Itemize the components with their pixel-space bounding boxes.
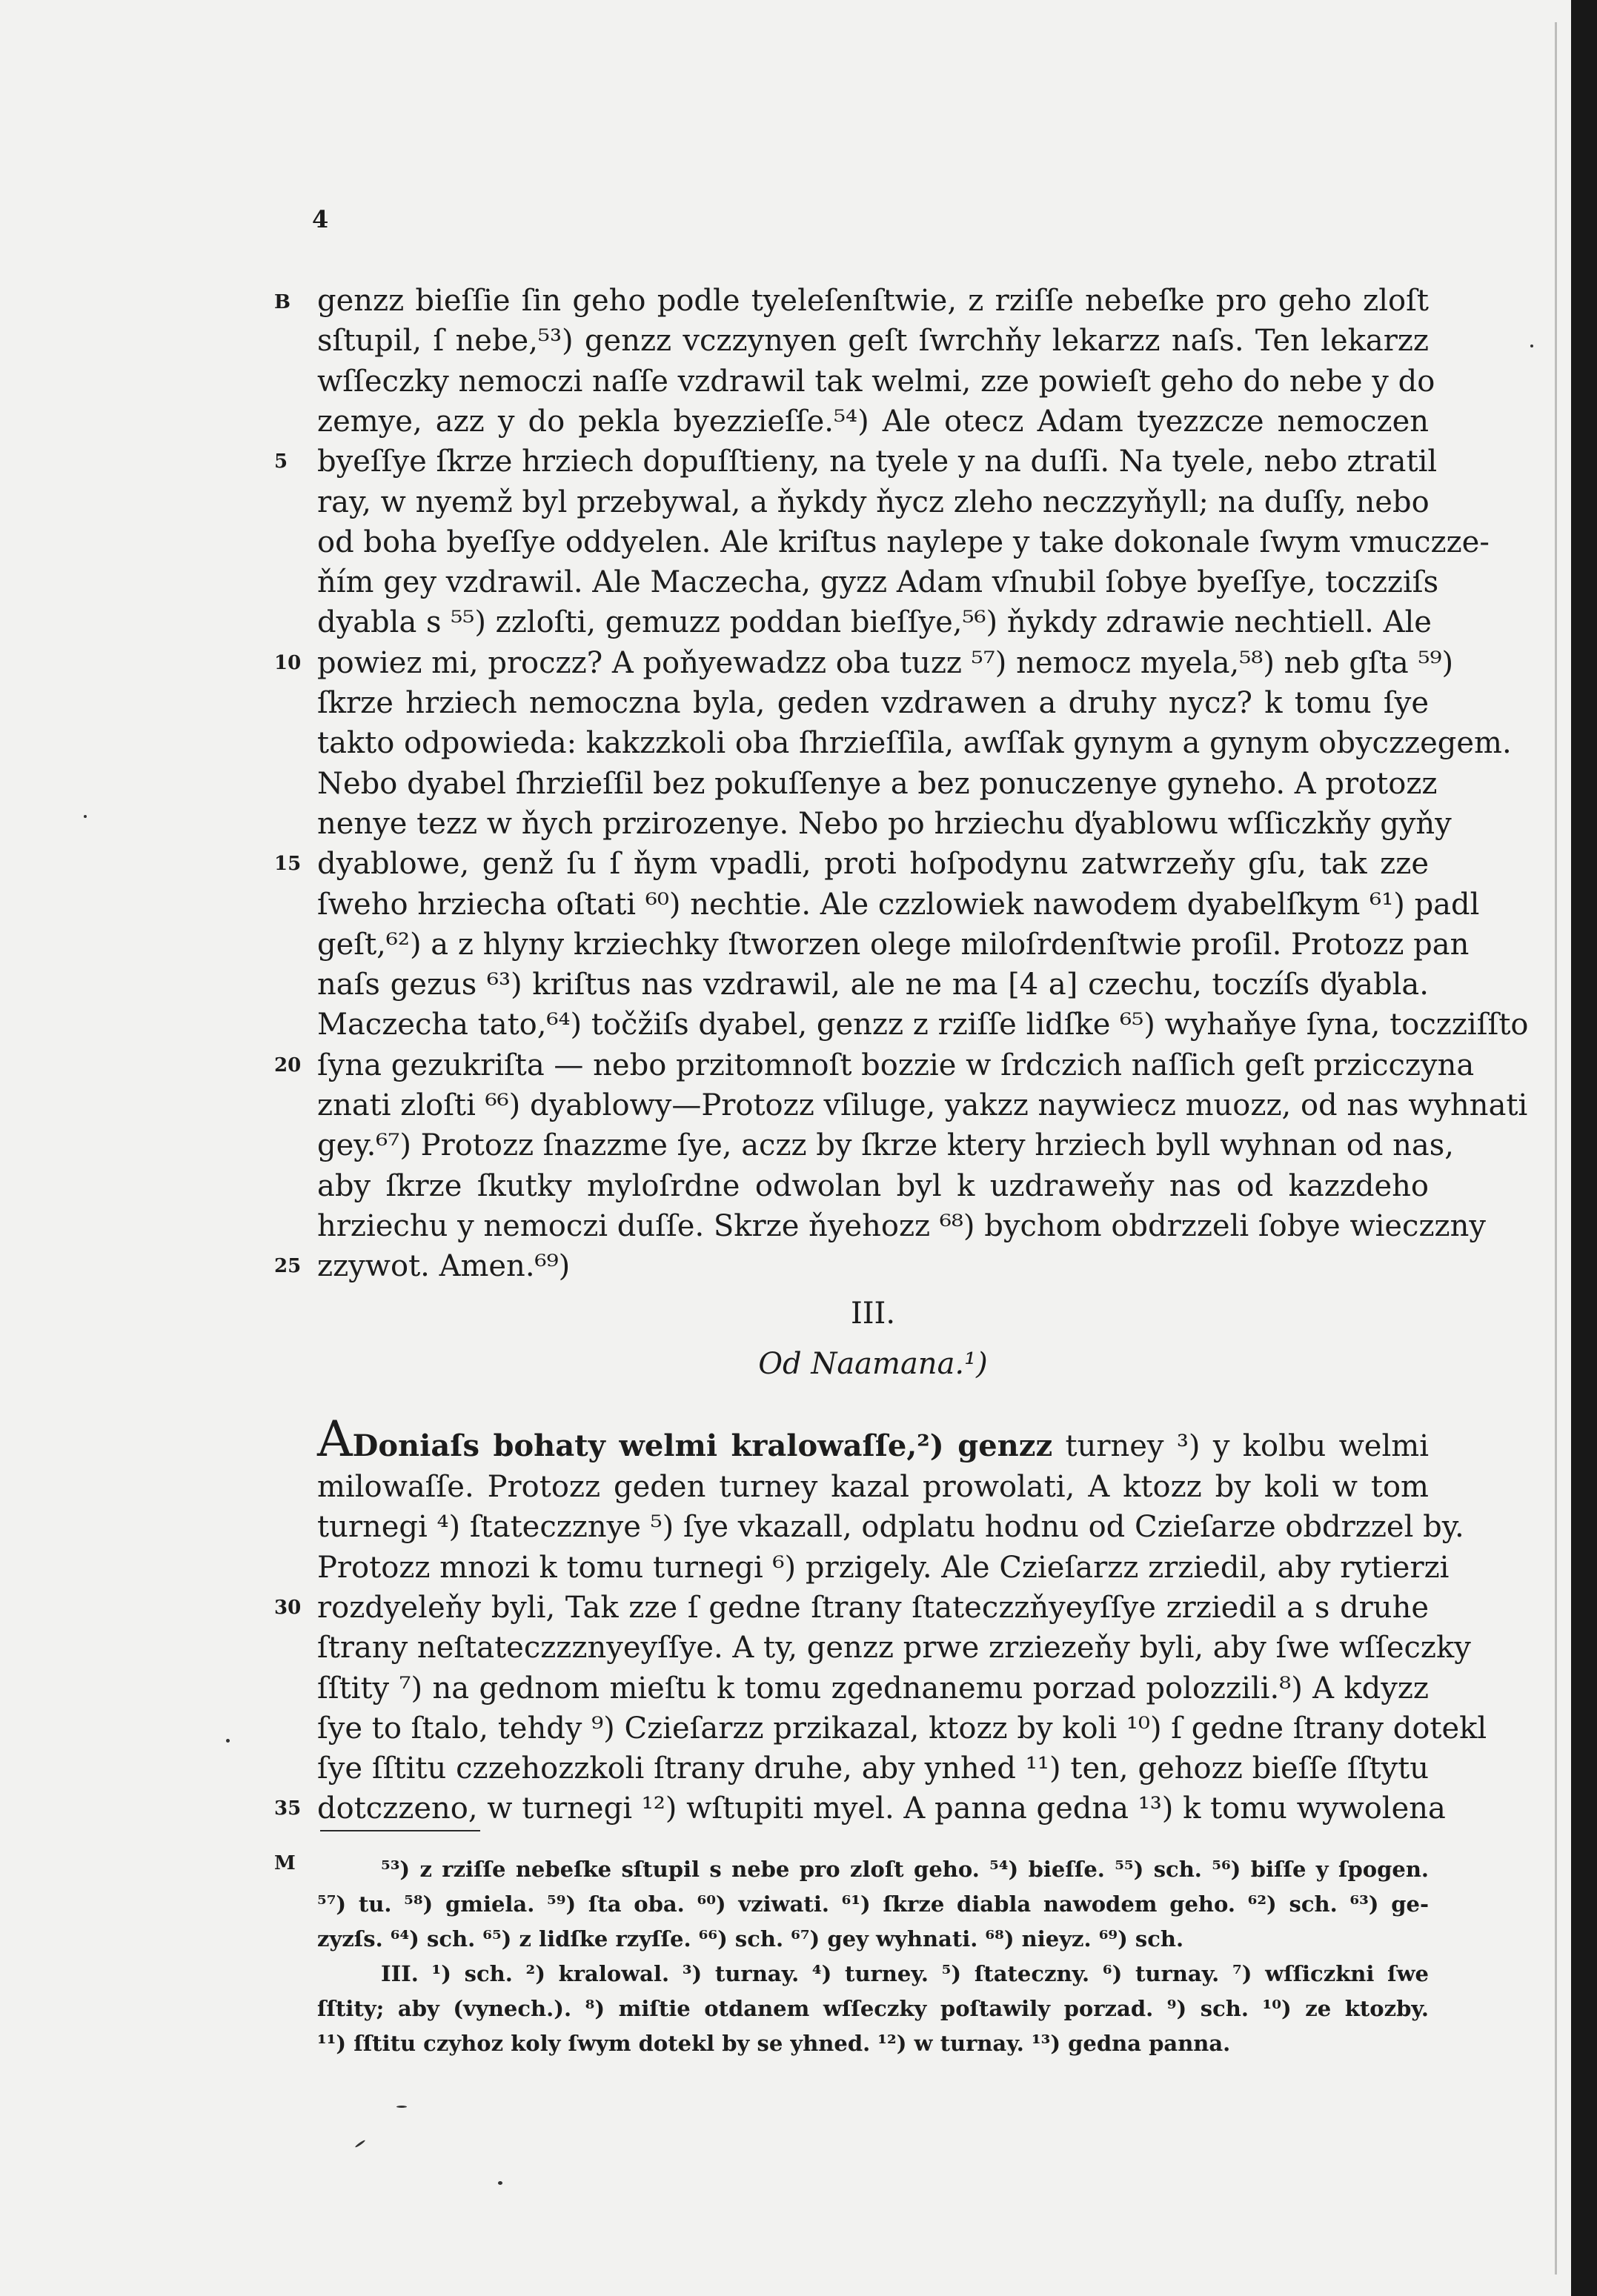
scan-speck xyxy=(396,2106,407,2108)
text-line xyxy=(317,1467,1429,1507)
line-text: geſt,⁶²) a z hlyny krziechky ſtworzen olege miloſrdenſtwie proſil. Protozz pan xyxy=(317,927,1470,962)
text-line xyxy=(317,1708,1487,1748)
line-text: ſyna gezukriſta — nebo przitomnoſt bozzie w ſrdczich naſſich geſt przicczyna xyxy=(317,1048,1475,1082)
line-number: 25 xyxy=(274,1255,302,1278)
section-title: Od Naamana.¹) xyxy=(758,1347,988,1381)
line-number: 35 xyxy=(274,1797,302,1820)
line-text: zzywot. Amen.⁶⁹) xyxy=(317,1249,571,1284)
footnote-line: zyzſs. ⁶⁴) sch. ⁶⁵) z lidſke rzyſſe. ⁶⁶) sch. ⁶⁷) gey wyhnati. ⁶⁸) nieyz. ⁶⁹) sch. xyxy=(317,1926,1184,1951)
line-text: ſtrany neſtateczzznyeyſſye. A ty, genzz prwe zrziezeňy byli, aby ſwe wſſeczky xyxy=(317,1631,1471,1666)
line-text: dyablowe, genž ſu ſ ňym vpadli, proti hoſpodynu zatwrzeňy gſu, tak zze xyxy=(317,847,1429,882)
text-line xyxy=(317,1668,1429,1708)
line-text: naſs gezus ⁶³) kriſtus nas vzdrawil, ale ne ma [4 a] czechu, toczíſs ďyabla. xyxy=(317,968,1429,1002)
line-text: Protozz mnozi k tomu turnegi ⁶) przigely. Ale Czieſarzz zrziedil, aby rytierzi xyxy=(317,1550,1450,1585)
text-line xyxy=(317,1548,1450,1588)
text-line xyxy=(317,723,1512,763)
first-line-rest: turney ³) y kolbu welmi xyxy=(1052,1429,1429,1463)
text-line xyxy=(317,1085,1528,1125)
text-line xyxy=(317,482,1429,522)
line-number: 20 xyxy=(274,1054,302,1077)
signature-mark-footnotes: M xyxy=(274,1852,296,1874)
line-text: znati zloſti ⁶⁶) dyablowy—Protozz vſiluge, yakzz naywiecz muozz, od nas wyhnati xyxy=(317,1088,1528,1122)
line-text: genzz bieſſie ſin geho podle tyeleſenſtwie, z rziſſe nebeſke pro geho zloſt xyxy=(317,284,1429,318)
line-text: ray, w nyemž byl przebywal, a ňykdy ňycz zleho neczzyňyll; na duſſy, nebo xyxy=(317,485,1430,519)
text-line xyxy=(317,1628,1471,1668)
text-line xyxy=(317,885,1480,925)
line-text: ſkrze hrziech nemoczna byla, geden vzdrawen a druhy nycz? k tomu ſye xyxy=(317,686,1429,720)
line-number: 30 xyxy=(274,1596,302,1619)
line-text: ſweho hrziecha oſtati ⁶⁰) nechtie. Ale czzlowiek nawodem dyabelſkym ⁶¹) padl xyxy=(317,887,1480,922)
drop-capital: A xyxy=(317,1411,353,1468)
text-line xyxy=(274,1246,1429,1286)
line-text: ſſtity ⁷) na gednom mieſtu k tomu zgednanemu porzad polozzili.⁸) A kdyzz xyxy=(317,1671,1429,1706)
text-line xyxy=(274,442,1438,482)
text-line xyxy=(317,1005,1529,1045)
footnote-line: ¹¹) ſſtitu czyhoz koly ſwym dotekl by se yhned. ¹²) w turnay. ¹³) gedna panna. xyxy=(317,2031,1231,2056)
line-text: ſye to ſtalo, tehdy ⁹) Czieſarzz przikazal, ktozz by koli ¹⁰) ſ gedne ſtrany dotekl xyxy=(317,1711,1487,1746)
text-line xyxy=(317,965,1429,1005)
text-line xyxy=(317,683,1429,723)
line-text: Maczecha tato,⁶⁴) točžiſs dyabel, genzz z rziſſe lidſke ⁶⁵) wyhaňye ſyna, toczziſſto xyxy=(317,1008,1529,1042)
section-numeral: III. xyxy=(850,1297,896,1331)
line-text: dotczzeno, w turnegi ¹²) wſtupiti myel. A panna gedna ¹³) k tomu wywolena xyxy=(317,1791,1446,1826)
line-text: ňím gey vzdrawil. Ale Maczecha, gyzz Adam vſnubil ſobye byeſſye, toczziſs xyxy=(317,565,1439,600)
line-text: turnegi ⁴) ſtateczznye ⁵) ſye vkazall, odplatu hodnu od Czieſarze obdrzzel by. xyxy=(317,1510,1464,1545)
line-number: 15 xyxy=(274,853,302,876)
line-text: zemye, azz y do pekla byezzieſſe.⁵⁴) Ale otecz Adam tyezzcze nemoczen xyxy=(317,404,1429,439)
line-text: ſye ſſtitu czzehozzkoli ſtrany druhe, aby ynhed ¹¹) ten, gehozz bieſſe ſſtytu xyxy=(317,1751,1429,1786)
text-line xyxy=(274,1788,1446,1829)
text-line xyxy=(317,1166,1429,1206)
line-text: wſſeczky nemoczi naſſe vzdrawil tak welmi, zze powieſt geho do nebe y do xyxy=(317,364,1435,399)
scan-edge-strip xyxy=(1571,0,1597,2296)
line-text: Nebo dyabel ſhrzieſſil bez pokuſſenye a bez ponuczenye gyneho. A protozz xyxy=(317,766,1438,801)
text-line xyxy=(317,522,1490,562)
text-line xyxy=(317,281,1429,321)
first-line xyxy=(317,1411,1429,1468)
text-line xyxy=(274,1588,1429,1628)
page-edge-line xyxy=(1555,22,1557,2275)
text-line xyxy=(317,804,1452,844)
text-line xyxy=(317,362,1435,402)
text-line xyxy=(317,764,1438,804)
line-text: nenye tezz w ňych przirozenye. Nebo po hrziechu ďyablowu wſſiczkňy gyňy xyxy=(317,806,1452,841)
line-number: 10 xyxy=(274,651,302,674)
text-line xyxy=(317,1206,1486,1246)
line-text: gey.⁶⁷) Protozz ſnazzme ſye, aczz by ſkrze ktery hrziech byll wyhnan od nas, xyxy=(317,1128,1455,1163)
line-text: od boha byeſſye oddyelen. Ale kriſtus naylepe y take dokonale ſwym vmuczze- xyxy=(317,525,1490,559)
footnote-line: III. ¹) sch. ²) kralowal. ³) turnay. ⁴) turney. ⁵) ſtateczny. ⁶) turnay. ⁷) wſſiczkni ſwe xyxy=(381,1961,1429,1986)
scan-speck xyxy=(498,2181,502,2185)
footnote-line: ſſtity; aby (vynech.). ⁸) miſtie otdanem wſſeczky poſtawily porzad. ⁹) sch. ¹⁰) ze ktozby. xyxy=(317,1996,1429,2021)
footnote-rule xyxy=(320,1830,480,1831)
line-text: powiez mi, proczz? A poňyewadzz oba tuzz ⁵⁷) nemocz myela,⁵⁸) neb gſta ⁵⁹) xyxy=(317,645,1454,680)
text-line xyxy=(317,925,1470,965)
line-text: takto odpowieda: kakzzkoli oba ſhrzieſſila, awſſak gynym a gynym obyczzegem. xyxy=(317,726,1512,761)
text-line xyxy=(274,844,1429,884)
footnote-line: ⁵⁷) tu. ⁵⁸) gmiela. ⁵⁹) ſta oba. ⁶⁰) vziwati. ⁶¹) ſkrze diabla nawodem geho. ⁶²) sch. ⁶³) ge- xyxy=(317,1891,1429,1917)
text-line xyxy=(274,643,1454,683)
footnote-line: ⁵³) z rziſſe nebeſke sſtupil s nebe pro zloſt geho. ⁵⁴) bieſſe. ⁵⁵) sch. ⁵⁶) biſſe y ſpogen. xyxy=(381,1857,1429,1882)
line-text: dyabla s ⁵⁵) zzloſti, gemuzz poddan bieſſye,⁵⁶) ňykdy zdrawie nechtiell. Ale xyxy=(317,605,1432,640)
text-line xyxy=(317,321,1429,361)
text-line xyxy=(317,602,1432,642)
line-number: 5 xyxy=(274,450,288,473)
text-line xyxy=(317,1507,1464,1547)
text-line xyxy=(317,1125,1455,1165)
line-text: sſtupil, ſ nebe,⁵³) genzz vczzynyen geſt ſwrchňy lekarzz naſs. Ten lekarzz xyxy=(317,324,1429,359)
line-text: byeſſye ſkrze hrziech dopuſſtieny, na tyele y na duſſi. Na tyele, nebo ztratil xyxy=(317,445,1438,479)
scan-speck xyxy=(84,815,87,818)
first-line-bold-run: Doniaſs bohaty welmi kralowaſſe,²) genzz xyxy=(352,1428,1053,1463)
line-text: aby ſkrze ſkutky myloſrdne odwolan byl k uzdraweňy nas od kazzdeho xyxy=(317,1168,1429,1203)
text-line xyxy=(317,1748,1429,1788)
scan-speck xyxy=(226,1739,230,1743)
page-number: 4 xyxy=(312,205,329,233)
text-line xyxy=(274,1045,1475,1085)
line-text: milowaſſe. Protozz geden turney kazal prowolati, A ktozz by koli w tom xyxy=(317,1470,1429,1504)
text-line xyxy=(317,402,1429,442)
scan-speck xyxy=(355,2140,366,2149)
line-text: rozdyeleňy byli, Tak zze ſ gedne ſtrany ſtateczzňyeyſſye zrziedil a s druhe xyxy=(317,1590,1429,1625)
scan-speck xyxy=(1530,345,1533,347)
signature-mark-top: B xyxy=(274,291,290,313)
text-line xyxy=(317,562,1439,602)
line-text: hrziechu y nemoczi duſſe. Skrze ňyehozz ⁶⁸) bychom obdrzzeli ſobye wieczzny xyxy=(317,1208,1486,1243)
